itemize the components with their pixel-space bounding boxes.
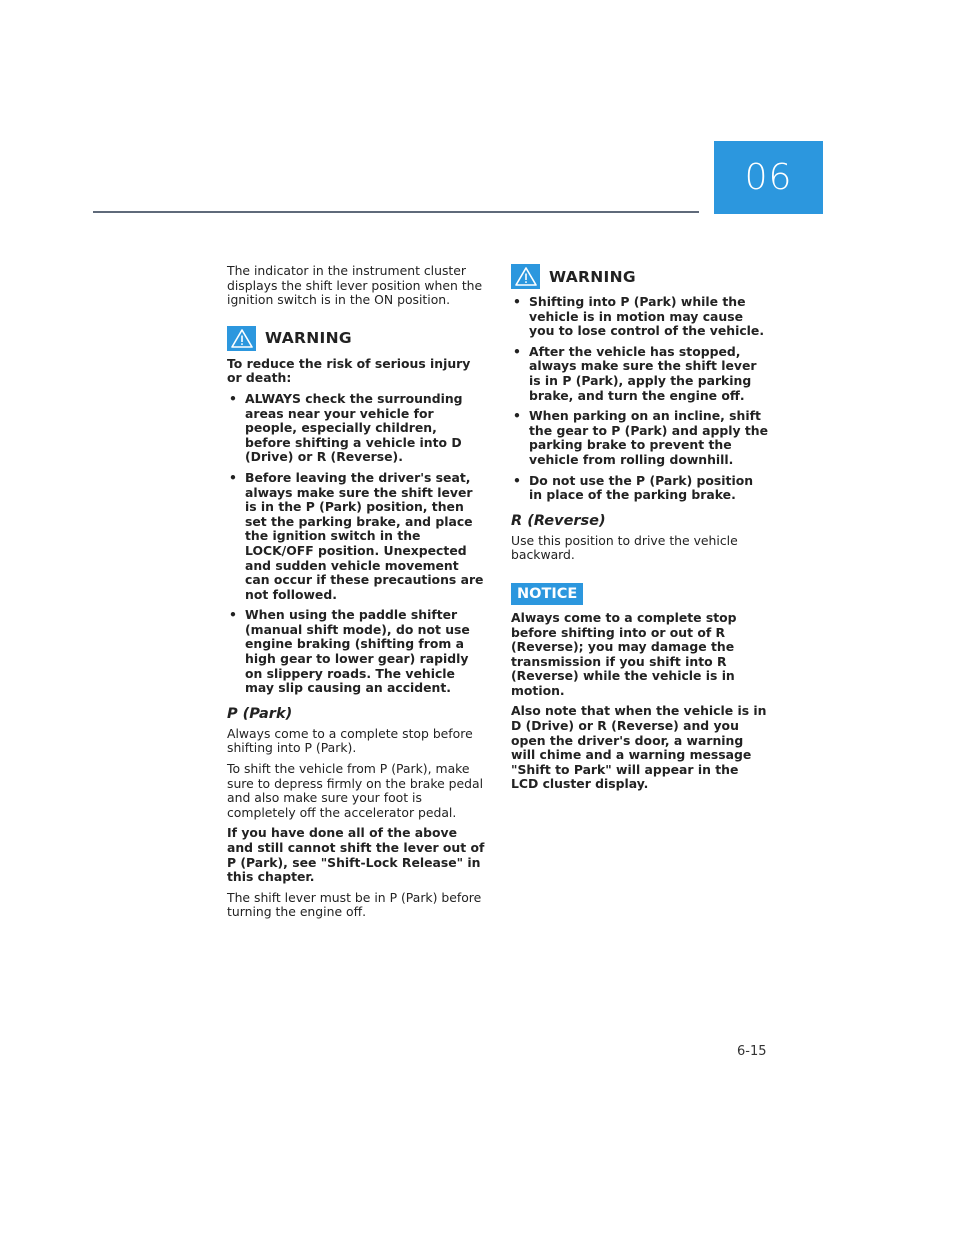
warning-header <box>511 264 769 289</box>
notice-paragraph-1: Always come to a complete stop before shifting into or out of R (Reverse); you may damage the transmission if you shift into R (Reverse) while the vehicle is in motion. <box>511 609 737 698</box>
notice-paragraph-2: Also note that when the vehicle is in D (Drive) or R (Reverse) and you open the driver's door, a warning will chime and a warning message "Shift to Park" will appear in the LCD cluster display. <box>511 703 767 792</box>
section-heading-reverse: R (Reverse) <box>511 512 606 529</box>
park-paragraph-3: If you have done all of the above and still cannot shift the lever out of P (Park), see "Shift-Lock Release" in this chapter. <box>227 825 485 885</box>
list-item: • Shifting into P (Park) while the vehicle is in motion may cause you to lose control of the vehicle. <box>511 295 769 339</box>
left-column <box>227 264 485 926</box>
list-item: • When parking on an incline, shift the gear to P (Park) and apply the parking brake to prevent the vehicle from rolling downhill. <box>511 409 769 467</box>
park-paragraph-4: The shift lever must be in P (Park) before turning the engine off. <box>227 889 482 920</box>
intro-paragraph: The indicator in the instrument cluster displays the shift lever position when the ignition switch is in the ON position. <box>227 263 483 308</box>
header-rule <box>93 211 699 213</box>
park-paragraph-1: Always come to a complete stop before shifting into P (Park). <box>227 725 473 756</box>
right-column <box>511 264 769 798</box>
list-item: • Do not use the P (Park) position in place of the parking brake. <box>511 474 769 503</box>
warning-lead: To reduce the risk of serious injury or death: <box>227 355 471 386</box>
page-number: 6-15 <box>737 1044 767 1059</box>
reverse-paragraph: Use this position to drive the vehicle backward. <box>511 532 738 563</box>
warning-triangle-icon <box>511 264 540 289</box>
list-item: • Before leaving the driver's seat, always make sure the shift lever is in the P (Park) position, then set the parking brake, and place the ignition switch in the LOCK/OFF position. Unexpected and sudden vehicle movement can occur if these precautions are not followed. <box>227 471 485 602</box>
warning-block-right <box>511 264 769 503</box>
warning-triangle-icon <box>227 326 256 351</box>
notice-badge: NOTICE <box>511 583 583 605</box>
warning-list <box>227 392 485 696</box>
section-heading-park: P (Park) <box>227 705 293 722</box>
warning-label: WARNING <box>549 267 636 286</box>
warning-header <box>227 326 485 351</box>
warning-block-left <box>227 326 485 696</box>
list-item: • After the vehicle has stopped, always make sure the shift lever is in P (Park), apply the parking brake, and turn the engine off. <box>511 345 769 403</box>
park-paragraph-2: To shift the vehicle from P (Park), make sure to depress firmly on the brake pedal and also make sure your foot is completely off the accelerator pedal. <box>227 761 484 820</box>
warning-label: WARNING <box>265 329 352 348</box>
list-item: • ALWAYS check the surrounding areas near your vehicle for people, especially children, before shifting a vehicle into D (Drive) or R (Reverse). <box>227 392 485 465</box>
list-item: • When using the paddle shifter (manual shift mode), do not use engine braking (shifting from a high gear to lower gear) rapidly on slippery roads. The vehicle may slip causing an accident. <box>227 608 485 696</box>
warning-list <box>511 295 769 503</box>
chapter-tab: 06 <box>714 141 823 214</box>
